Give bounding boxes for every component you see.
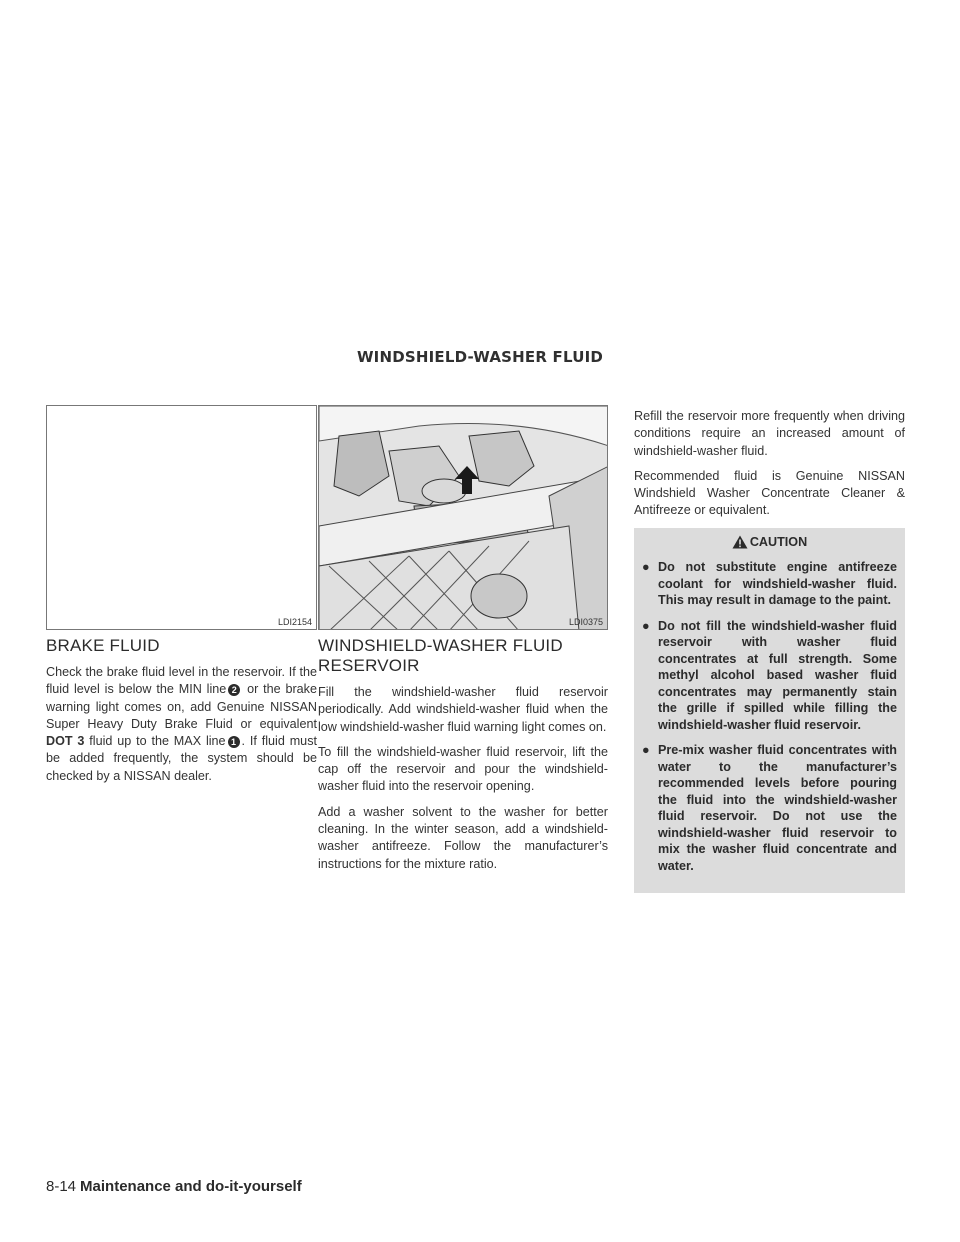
chapter-title: Maintenance and do-it-yourself	[80, 1178, 302, 1195]
reservoir-paragraph-2: To fill the windshield-washer fluid reservoir, lift the cap off the reservoir and pour the windshield-washer fluid into the reservoir opening.	[318, 744, 608, 794]
reservoir-paragraph-1: Fill the windshield-washer fluid reservoir periodically. Add windshield-washer fluid when the low windshield-washer fluid warning light comes on.	[318, 685, 608, 734]
right-column	[634, 408, 905, 893]
reservoir-paragraph-3: Add a washer solvent to the washer for better cleaning. In the winter season, add a windshield-washer antifreeze. Follow the manufacturer’s instructions for the mixture ratio.	[318, 804, 608, 871]
brake-fluid-heading: BRAKE FLUID	[46, 636, 160, 655]
caution-item: ● Do not fill the windshield-washer fluid reservoir with washer fluid concentrates at full strength. Some methyl alcohol based washer fluid concentrates may permanently stain the grille if spilled while filling the windshield-washer fluid reservoir.	[642, 618, 897, 732]
figure-code: LDI0375	[568, 617, 603, 627]
caution-item: ● Do not substitute engine antifreeze coolant for windshield-washer fluid. This may result in damage to the paint.	[642, 560, 897, 608]
caution-item: ● Pre-mix washer fluid concentrates with water to the manufacturer’s recommended levels before pouring the fluid into the windshield-washer fluid reservoir. Do not use the windshield-washer fluid reservoir to mix the washer fluid concentrate and water.	[642, 743, 897, 873]
callout-1-icon: 1	[228, 736, 240, 748]
figure-code: LDI2154	[277, 617, 312, 627]
recommended-fluid-paragraph: Recommended fluid is Genuine NISSAN Windshield Washer Concentrate Cleaner & Antifreeze or equivalent.	[634, 468, 905, 518]
brake-fluid-text: Check the brake fluid level in the reservoir. If the fluid level is below the MIN line 2 or the brake warning light comes on, add Genuine NISSAN Super Heavy Duty Brake Fluid or equivalent DOT 3 fluid up to the MAX line 1 . If fluid must be added frequently, the system should be checked by a NISSAN dealer.	[46, 665, 317, 783]
reservoir-heading: WINDSHIELD-WASHER FLUID RESERVOIR	[318, 636, 563, 675]
caution-title: CAUTION	[642, 534, 897, 551]
brake-fluid-column	[46, 636, 317, 793]
engine-bay-illustration	[319, 406, 608, 630]
brake-fluid-figure	[46, 405, 317, 630]
warning-icon	[732, 535, 748, 549]
page-footer	[46, 1178, 302, 1195]
page-number: 8-14	[46, 1178, 77, 1195]
refill-paragraph: Refill the reservoir more frequently when driving conditions require an increased amount of windshield-washer fluid.	[634, 409, 905, 458]
caution-box	[634, 528, 905, 893]
washer-reservoir-figure	[318, 405, 608, 630]
section-heading: WINDSHIELD-WASHER FLUID	[356, 348, 604, 366]
bullet-icon: ●	[642, 743, 650, 758]
reservoir-column	[318, 636, 608, 881]
callout-2-icon: 2	[228, 684, 240, 696]
bullet-icon: ●	[642, 560, 650, 575]
bullet-icon: ●	[642, 618, 650, 633]
